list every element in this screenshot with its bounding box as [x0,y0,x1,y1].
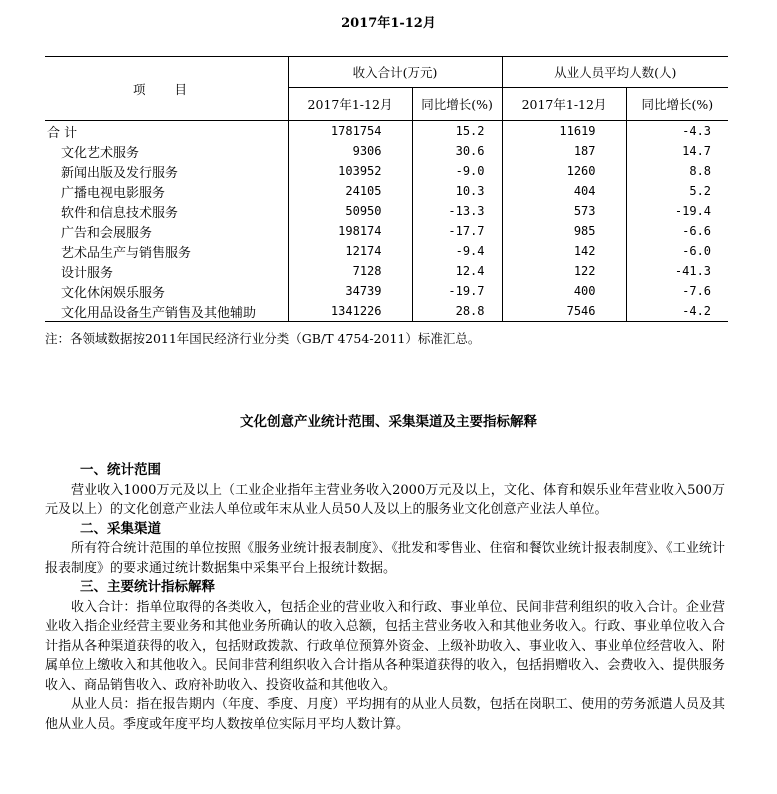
income-cell: 9306 [288,141,412,161]
income-cell: 12174 [288,241,412,261]
table-row [45,141,728,161]
staff-cell: 187 [502,141,626,161]
income-growth-cell: -13.3 [412,201,502,221]
income-cell: 50950 [288,201,412,221]
income-definition-paragraph: 收入合计：指单位取得的各类收入，包括企业的营业收入和行政、事业单位、民间非营利组织的收入合计。企业营业收入指企业经营主要业务和其他业务所确认的收入总额，包括主营业务收入和其他业务收入。行政、事业单位收入合计指从各种渠道获得的收入，包括财政拨款、行政单位预算外资金、上级补助收入、事业收入、事业单位经营收入、附属单位上缴收入和其他收入。民间非营利组织收入合计指从各种渠道获得的收入，包括捐赠收入、会费收入、提供服务收入、商品销售收入、政府补助收入、投资收益和其他收入。 [45,599,725,693]
staff-period-header: 2017年1-12月 [502,88,626,121]
table-row [45,161,728,181]
table-row [45,221,728,241]
staff-growth-cell: 5.2 [626,181,728,201]
staff-growth-cell: 14.7 [626,141,728,161]
table-row [45,181,728,201]
staff-growth-cell: -6.0 [626,241,728,261]
income-period-header: 2017年1-12月 [288,88,412,121]
income-cell: 24105 [288,181,412,201]
income-growth-cell: 12.4 [412,261,502,281]
income-growth-cell: -9.4 [412,241,502,261]
staff-growth-cell: 8.8 [626,161,728,181]
explanation-body [45,461,725,734]
row-name-cell: 文化休闲娱乐服务 [61,285,166,301]
staff-group-header: 从业人员平均人数(人) [502,57,728,88]
row-name-cell: 合 计 [47,125,78,141]
staff-cell: 404 [502,181,626,201]
income-growth-cell: 30.6 [412,141,502,161]
staff-growth-cell: -7.6 [626,281,728,301]
table-body [45,121,728,322]
item-header: 项 目 [45,57,288,121]
staff-cell: 11619 [502,121,626,142]
income-growth-cell: -9.0 [412,161,502,181]
scope-heading: 一、统计范围 [80,462,161,478]
staff-cell: 7546 [502,301,626,322]
staff-growth-cell: -4.3 [626,121,728,142]
staff-growth-cell: -4.2 [626,301,728,322]
row-name-cell: 文化用品设备生产销售及其他辅助 [45,301,288,322]
table-row [45,301,728,322]
staff-cell: 1260 [502,161,626,181]
table-row [45,201,728,221]
staff-cell: 122 [502,261,626,281]
table-row [45,121,728,142]
income-growth-cell: -19.7 [412,281,502,301]
income-cell: 1781754 [288,121,412,142]
staff-growth-header: 同比增长(%) [626,88,728,121]
income-cell: 198174 [288,221,412,241]
staff-growth-cell: -6.6 [626,221,728,241]
row-name-cell: 广播电视电影服务 [61,185,166,201]
income-cell: 103952 [288,161,412,181]
income-cell: 7128 [288,261,412,281]
staff-definition-paragraph: 从业人员：指在报告期内（年度、季度、月度）平均拥有的从业人员数，包括在岗职工、使用的劳务派遣人员及其他从业人员。季度或年度平均人数按单位实际月平均人数计算。 [45,697,725,732]
row-name-cell: 新闻出版及发行服务 [61,165,179,181]
row-name-cell: 文化艺术服务 [61,145,140,161]
indicator-heading: 三、主要统计指标解释 [80,579,215,595]
scope-paragraph: 营业收入1000万元及以上（工业企业指年主营业务收入2000万元及以上，文化、体育和娱乐业年营业收入500万元及以上）的文化创意产业法人单位或年末从业人员50人及以上的服务业文化创意产业法人单位。 [45,482,725,517]
income-growth-cell: -17.7 [412,221,502,241]
income-growth-cell: 10.3 [412,181,502,201]
statistics-table [45,56,728,322]
table-row [45,261,728,281]
table-row [45,241,728,261]
table-note: 注：各领域数据按2011年国民经济行业分类（GB/T 4754-2011）标准汇总。 [45,331,481,346]
income-cell: 34739 [288,281,412,301]
channel-paragraph: 所有符合统计范围的单位按照《服务业统计报表制度》、《批发和零售业、住宿和餐饮业统计报表制度》、《工业统计报表制度》的要求通过统计数据集中采集平台上报统计数据。 [45,541,725,576]
staff-cell: 142 [502,241,626,261]
row-name-cell: 艺术品生产与销售服务 [61,245,192,261]
staff-cell: 985 [502,221,626,241]
row-name-cell: 广告和会展服务 [61,225,153,241]
income-growth-cell: 15.2 [412,121,502,142]
section-title: 文化创意产业统计范围、采集渠道及主要指标解释 [240,414,537,430]
staff-cell: 573 [502,201,626,221]
staff-growth-cell: -19.4 [626,201,728,221]
channel-heading: 二、采集渠道 [80,520,161,537]
income-growth-cell: 28.8 [412,301,502,322]
page-title: 2017年1-12月 [341,16,436,31]
staff-cell: 400 [502,281,626,301]
income-cell: 1341226 [288,301,412,322]
staff-growth-cell: -41.3 [626,261,728,281]
table-row [45,281,728,301]
row-name-cell: 软件和信息技术服务 [61,205,179,221]
income-growth-header: 同比增长(%) [412,88,502,121]
income-group-header: 收入合计(万元) [288,57,502,88]
row-name-cell: 设计服务 [61,265,114,281]
